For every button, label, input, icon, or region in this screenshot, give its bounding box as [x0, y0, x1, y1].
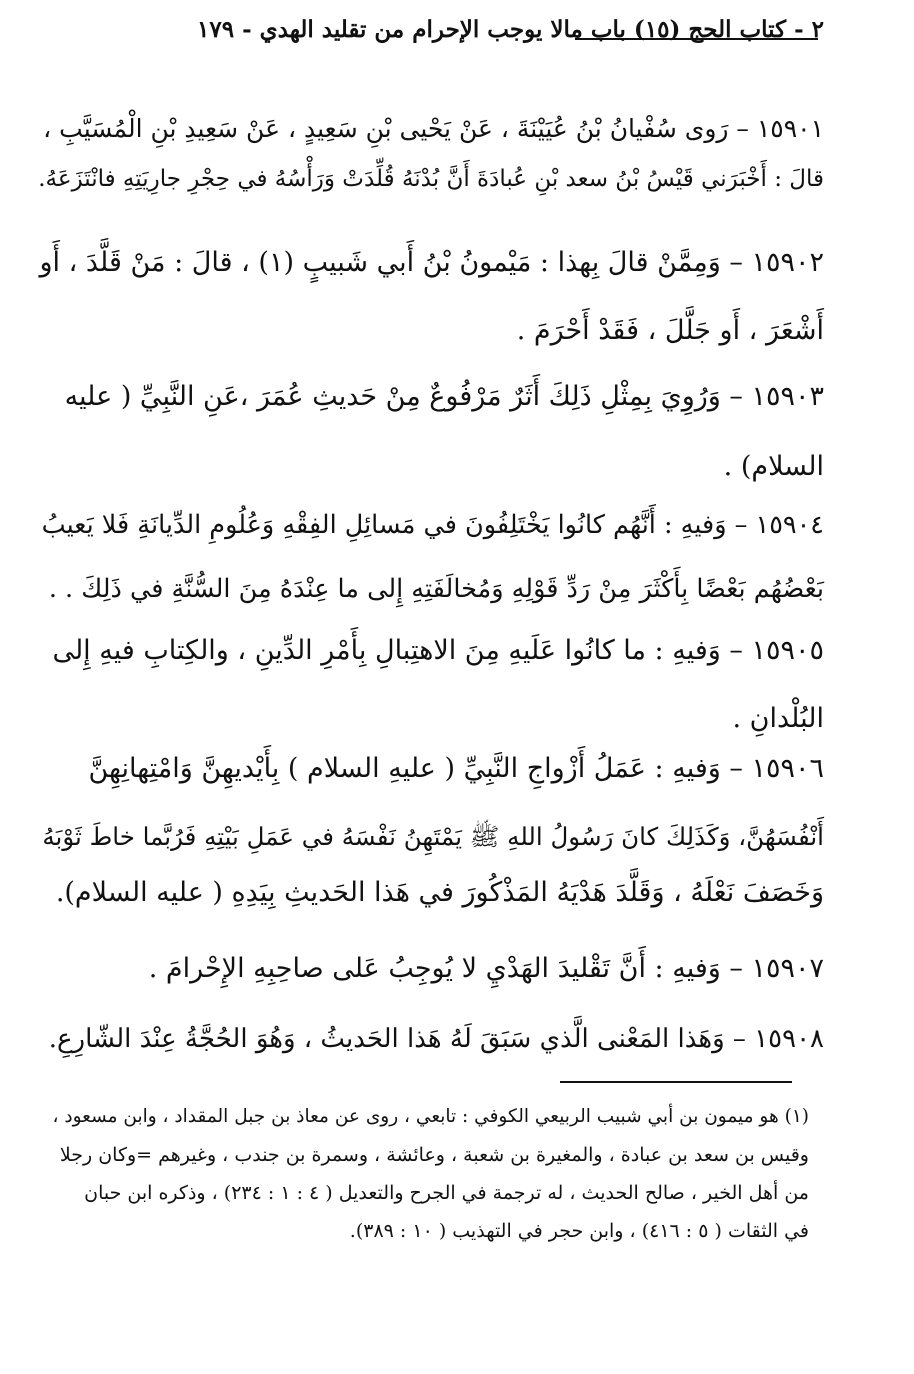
footnote-line: من أهل الخير ، صالح الحديث ، له ترجمة في الجرح والتعديل ( ٤ : ١ : ٢٣٤) ، وذكره ابن حبان	[84, 1182, 809, 1204]
text-line: وَخَصَفَ نَعْلَهُ ، وَقَلَّدَ هَدْيَهُ المَذْكُورَ في هَذا الحَديثِ بِيَدِهِ ( عليه السلام).	[55, 877, 824, 908]
footnote-rule	[560, 1081, 792, 1083]
text-line: ١٥٩٠١ – رَوى سُفْيانُ بْنُ عُيَيْنَةَ ، عَنْ يَحْيى بْنِ سَعِيدٍ ، عَنْ سَعِيدِ بْنِ الْمُسَيَّبِ ،	[43, 114, 824, 143]
running-header	[36, 8, 824, 48]
paragraph-15907	[36, 952, 824, 1002]
paragraph-15903	[36, 380, 824, 500]
text-line: ١٥٩٠٢ – وَمِمَّنْ قالَ بِهذا : مَيْمونُ بْنُ أَبي شَبيبٍ (١) ، قالَ : مَنْ قَلَّدَ ، أَو	[39, 247, 824, 278]
text-line: البُلْدانِ .	[732, 703, 824, 734]
text-line: أَشْعَرَ ، أَو جَلَّلَ ، فَقَدْ أَحْرَمَ .	[516, 315, 824, 346]
footnote-line: وقيس بن سعد بن عبادة ، والمغيرة بن شعبة ، وعائشة ، وسمرة بن جندب ، وغيرهم =وكان رجلا	[59, 1144, 809, 1166]
text-line: ١٥٩٠٤ – وَفيهِ : أَنَّهُم كانُوا يَخْتَلِفُونَ في مَسائِلِ الفِقْهِ وَعُلُومِ الدِّيانَةِ فَلا يَعيبُ	[41, 510, 824, 540]
text-line: ١٥٩٠٥ – وَفيهِ : ما كانُوا عَلَيهِ مِنَ الاهتِبالِ بِأَمْرِ الدِّينِ ، والكِتابِ فيهِ إِلى	[52, 635, 824, 666]
paragraph-15902	[36, 246, 824, 364]
text-line: السلام) .	[723, 451, 824, 482]
text-line: بَعْضُهُم بَعْضًا بِأَكْثَرَ مِنْ رَدِّ قَوْلِهِ وَمُخالَفَتِهِ إِلى ما عِنْدَهُ مِنَ السُّنَّةِ في ذَلِكَ . .	[48, 574, 824, 604]
footnote-line: (١) هو ميمون بن أبي شبيب الربيعي الكوفي : تابعي ، روى عن معاذ بن جبل المقداد ، وابن مسعود ،	[52, 1106, 809, 1127]
paragraph-15908	[36, 1022, 824, 1072]
header-text: ٢ - كتاب الحج (١٥) باب مالا يوجب الإحرام من تقليد الهدي - ١٧٩	[197, 16, 824, 43]
footnote-line: في الثقات ( ٥ : ٤١٦) ، وابن حجر في التهذيب ( ١٠ : ٣٨٩).	[349, 1220, 809, 1242]
text-line: ١٥٩٠٣ – وَرُوِيَ بِمِثْلِ ذَلِكَ أَثَرٌ مَرْفُوعٌ مِنْ حَديثِ عُمَرَ ،عَنِ النَّبِيِّ ( عليه	[64, 381, 824, 412]
header-rule	[575, 38, 818, 40]
text-line: قالَ : أَخْبَرَني قَيْسُ بْنُ سعد بْنِ عُبادَةَ أَنَّ بُدْنَهُ قُلِّدَتْ وَرَأْسُهُ في حِجْرِ جارِيَتِهِ فانْتَزَعَهُ.	[38, 166, 824, 192]
paragraph-15904	[36, 508, 824, 622]
paragraph-15906	[36, 752, 824, 926]
footnotes	[36, 1098, 809, 1250]
paragraph-15901	[36, 112, 824, 212]
paragraph-15905	[36, 634, 824, 752]
text-line: أَنْفُسَهُنَّ، وَكَذَلِكَ كانَ رَسُولُ اللهِ ﷺ يَمْتَهِنُ نَفْسَهُ في عَمَلِ بَيْتِهِ فَرُبَّما خاطَ ثَوْبَهُ	[42, 822, 824, 851]
text-line: ١٥٩٠٧ – وَفيهِ : أَنَّ تَقْليدَ الهَدْيِ لا يُوجِبُ عَلى صاحِبِهِ الإِحْرامَ .	[148, 953, 824, 984]
text-line: ١٥٩٠٦ – وَفيهِ : عَمَلُ أَزْواجِ النَّبِيِّ ( عليهِ السلام ) بِأَيْديهِنَّ وَامْتِهانِهِنَّ	[88, 753, 824, 784]
text-line: ١٥٩٠٨ – وَهَذا المَعْنى الَّذي سَبَقَ لَهُ هَذا الحَديثُ ، وَهُوَ الحُجَّةُ عِنْدَ الشّارِعِ.	[48, 1024, 824, 1054]
